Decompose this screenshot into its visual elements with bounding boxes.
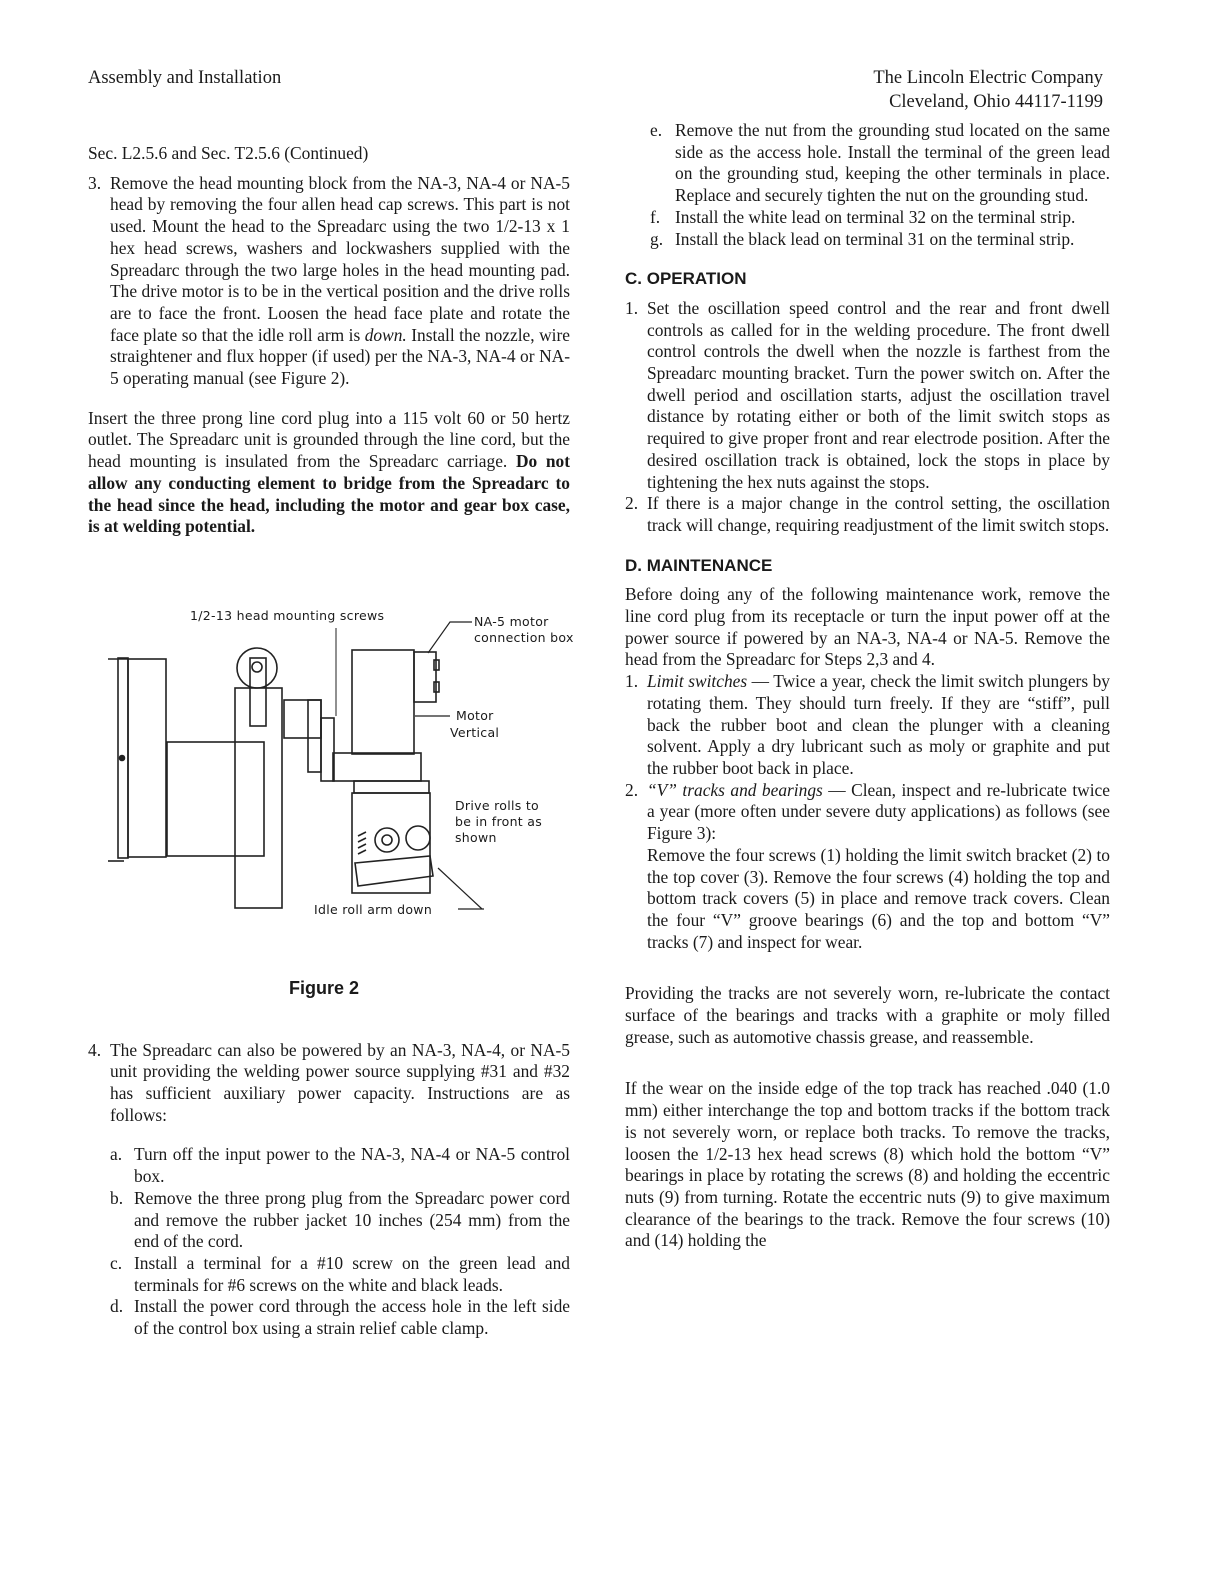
substep-a <box>88 1144 570 1187</box>
substep-letter: d. <box>110 1296 124 1317</box>
section-title: Sec. L2.5.6 and Sec. T2.5.6 (Continued) <box>88 143 369 163</box>
substep-d <box>88 1296 570 1339</box>
step-number: 2. <box>625 493 639 514</box>
substep-letter: a. <box>110 1144 123 1165</box>
maintenance-paragraph-2: Providing the tracks are not severely worn, re-lubricate the contact surface of the bearings and tracks with a graphite or moly filled grease, such as automotive chassis grease, and reassemble. <box>625 983 1110 1047</box>
step-number: 4. <box>88 1039 102 1060</box>
label-motor-box-1: NA-5 motor <box>474 613 549 629</box>
heading-operation: C. OPERATION <box>625 269 747 289</box>
substep-text: Remove the nut from the grounding stud located on the same side as the access hole. Install the terminal of the green lead on the grounding stud, keeping the other terminals in place. Replace and securely tighten the nut on the grounding stud. <box>675 120 1110 206</box>
substep-c <box>88 1253 570 1296</box>
substep-b <box>88 1188 570 1253</box>
left-column <box>88 143 574 1340</box>
header-section-title: Assembly and Installation <box>88 68 282 88</box>
step-number: 2. <box>625 779 639 800</box>
substep-text: Remove the three prong plug from the Spreadarc power cord and remove the rubber jacket 10 inches (254 mm) from the end of the cord. <box>134 1187 570 1252</box>
substep-text: Install the power cord through the access hole in the left side of the control box using a strain relief cable clamp. <box>134 1296 570 1339</box>
substep-text: Turn off the input power to the NA-3, NA-4 or NA-5 control box. <box>134 1144 570 1187</box>
step-text: — Clean, inspect and re-lubricate twice a year (more often under severe duty applications) as follows (see Figure 3): <box>647 779 1110 844</box>
maintenance-step-1 <box>625 671 1110 780</box>
substep-letter: c. <box>110 1252 123 1273</box>
substep-letter: g. <box>650 228 664 249</box>
label-idle-roll: Idle roll arm down <box>314 901 433 917</box>
warning-text: Do not allow any conducting element to bridge from the Spreadarc to the head since the head, including the motor and gear box case, is at welding potential. <box>88 451 570 537</box>
paragraph-text: Insert the three prong line cord plug into a 115 volt 60 or 50 hertz outlet. The Spreadarc unit is grounded through the line cord, but the head mounting is insulated from the Spreadarc carriage. <box>88 407 570 472</box>
maintenance-step-2 <box>625 780 1110 954</box>
label-drive-rolls-1: Drive rolls to <box>455 797 539 813</box>
substep-e <box>625 120 1110 207</box>
label-drive-rolls-2: be in front as <box>455 813 543 829</box>
substep-f <box>625 207 1110 229</box>
operation-list <box>625 298 1110 537</box>
step-title: “V” tracks and bearings <box>647 779 823 800</box>
step-number: 1. <box>625 671 639 692</box>
maintenance-paragraph-3: If the wear on the inside edge of the top track has reached .040 (1.0 mm) either interchange the top and bottom tracks if the bottom track is not severely worn, or replace both tracks. To remove the tracks, loosen the 1/2-13 hex head screws (8) which hold the bottom “V” bearings in place by rotating the screws (8) and holding the eccentric nuts (9) from turning. Rotate the eccentric nuts (9) to give maximum clearance of the bearings to the track. Remove the four screws (10) and (14) holding the <box>625 1078 1110 1251</box>
step-text: Set the oscillation speed control and the rear and front dwell controls as called for in the welding procedure. The front dwell control controls the dwell when the nozzle is farthest from the Spreadarc mounting bracket. Turn the power switch on. After the dwell period and oscillation starts, adjust the oscillation travel distance by rotating either or both of the limit switch stops as required to give proper front and rear electrode position. After the desired oscillation track is obtained, lock the stops in place by tightening the hex nuts against the stops. <box>647 297 1110 492</box>
substeps-list <box>88 1144 570 1339</box>
operation-step-2 <box>625 493 1110 536</box>
substep-text: Install a terminal for a #10 screw on the green lead and terminals for #6 screws on the white and black leads. <box>134 1252 570 1295</box>
right-column <box>625 120 1110 1252</box>
label-mounting-screws: 1/2-13 head mounting screws <box>190 607 385 623</box>
insert-paragraph <box>88 408 570 538</box>
substep-text: Install the black lead on terminal 31 on the terminal strip. <box>675 228 1075 249</box>
step-text: Install the nozzle, wire straightener and flux hopper (if used) per the NA-3, NA-4 or NA-5 operating manual (see Figure 2). <box>110 324 571 389</box>
substep-letter: b. <box>110 1187 124 1208</box>
step-3 <box>88 173 570 390</box>
label-motor-1: Motor <box>456 707 494 723</box>
substep-text: Install the white lead on terminal 32 on the terminal strip. <box>675 206 1076 227</box>
page-header <box>88 66 1103 116</box>
company-name: The Lincoln Electric Company <box>873 68 1103 88</box>
step-4 <box>88 1040 570 1127</box>
substep-letter: f. <box>650 206 661 227</box>
substeps-e-g <box>625 120 1110 250</box>
header-company <box>873 66 1103 114</box>
step-title: Limit switches <box>647 671 748 692</box>
step-text: Remove the head mounting block from the NA-3, NA-4 or NA-5 head by removing the four allen head cap screws. This part is not used. Mount the head to the Spreadarc using the two 1/2-13 x 1 hex head screws, washers and lockwashers supplied with the Spreadarc through the two large holes in the head mounting pad. The drive motor is to be in the vertical position and the drive rolls are to face the front. Loosen the head face plate and rotate the face plate so that the idle roll arm is <box>110 172 570 345</box>
step-text: — Twice a year, check the limit switch plungers by rotating them. They should turn freely. If they are “stiff”, pull back the rubber boot and clean the plunger with a cleaning solvent. Apply a dry lubricant such as moly or graphite and put the rubber boot back in place. <box>647 671 1110 778</box>
step-emphasis: down. <box>364 324 407 345</box>
label-drive-rolls-3: shown <box>455 829 497 845</box>
substep-letter: e. <box>650 120 663 140</box>
substep-g <box>625 229 1110 251</box>
maintenance-intro: Before doing any of the following maintenance work, remove the line cord plug from its receptacle or turn the input power off at the power source if powered by an NA-3, NA-4 or NA-5. Remove the head from the Spreadarc for Steps 2,3 and 4. <box>625 584 1110 670</box>
spreadarc-head-drawing <box>100 598 600 918</box>
step-number: 3. <box>88 172 102 193</box>
company-address: Cleveland, Ohio 44117-1199 <box>889 92 1103 112</box>
figure-caption: Figure 2 <box>289 977 360 998</box>
label-motor-2: Vertical <box>450 724 500 740</box>
step-number: 1. <box>625 297 639 318</box>
label-motor-box-2: connection box <box>474 629 574 645</box>
step-text: The Spreadarc can also be powered by an NA-3, NA-4, or NA-5 unit providing the welding power source supplying #31 and #32 has sufficient auxiliary power capacity. Instructions are as follows: <box>110 1039 570 1125</box>
step-text: If there is a major change in the control setting, the oscillation track will change, requiring readjustment of the limit switch stops. <box>647 493 1110 535</box>
figure-2-diagram <box>100 598 600 928</box>
step-text-continued: Remove the four screws (1) holding the limit switch bracket (2) to the top cover (3). Remove the four screws (4) holding the top and bottom track covers (5) in place and remove track covers. Clean the four “V” groove bearings (6) and the top and bottom “V” tracks (7) and inspect for wear. <box>647 844 1110 952</box>
operation-step-1 <box>625 298 1110 493</box>
heading-maintenance: D. MAINTENANCE <box>625 555 773 575</box>
